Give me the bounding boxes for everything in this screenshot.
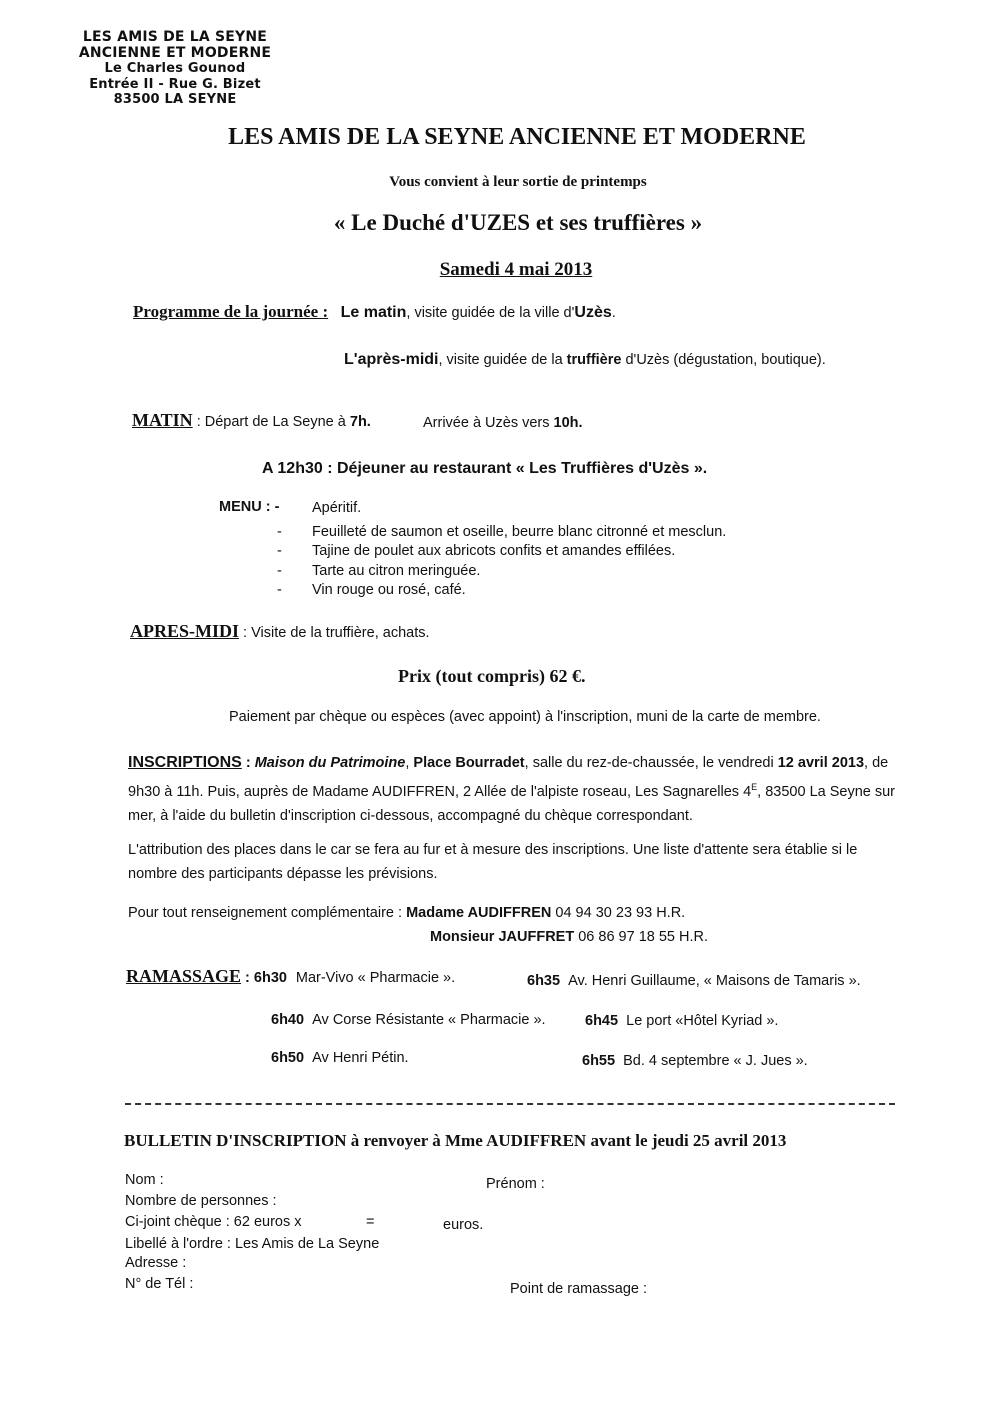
ramassage-time: 6h30 — [253, 970, 287, 986]
inscriptions-place-italic: Maison du Patrimoine — [254, 755, 406, 771]
programme-morning-town: Uzès — [574, 304, 612, 321]
lunch-line: A 12h30 : Déjeuner au restaurant « Les Truffières d'Uzès ». — [262, 460, 708, 477]
bulletin-title-b: à renvoyer à — [346, 1131, 446, 1150]
cut-line-divider — [125, 1103, 895, 1105]
programme-afternoon-line — [344, 351, 826, 369]
payment-text: Paiement par chèque ou espèces (avec appoint) à l'inscription, muni de la carte de membre. — [229, 709, 821, 725]
org-header-line: LES AMIS DE LA SEYNE — [82, 29, 268, 45]
apres-midi-line — [130, 621, 430, 642]
matin-arrival-time: 10h. — [553, 415, 583, 431]
inscriptions-sup: E — [751, 782, 758, 792]
inscriptions-place-bold: Place Bourradet — [413, 755, 525, 771]
subtitle: Vous convient à leur sortie de printemps — [389, 174, 647, 190]
inscriptions-label: INSCRIPTIONS — [128, 754, 242, 771]
inscriptions-text1: , — [405, 755, 414, 771]
inscriptions-sep: : — [241, 755, 255, 771]
menu-dash: - — [274, 499, 280, 515]
contact-phone2: 06 86 97 18 55 H.R. — [574, 929, 709, 945]
matin-arrival-text: Arrivée à Uzès vers — [423, 415, 554, 431]
contact-person2: Monsieur JAUFFRET — [430, 929, 575, 945]
inscriptions-paragraph — [128, 751, 903, 828]
ramassage-line — [126, 966, 455, 987]
matin-line — [132, 410, 371, 431]
menu-item: Vin rouge ou rosé, café. — [312, 582, 466, 598]
contact-intro: Pour tout renseignement complémentaire : — [128, 905, 407, 921]
programme-afternoon-truffle: truffière — [566, 352, 622, 368]
ramassage-stop — [582, 1053, 808, 1069]
programme-label: Programme de la journée : — [133, 302, 329, 321]
attribution-paragraph: L'attribution des places dans le car se fera au fur et à mesure des inscriptions. Une liste d'attente sera établie si le nombre des participants dépasse les prévisions. — [128, 842, 858, 882]
page-title: LES AMIS DE LA SEYNE ANCIENNE ET MODERNE — [228, 124, 806, 150]
contact-phone1: 04 94 30 23 93 H.R. — [551, 905, 686, 921]
programme-afternoon-bold: L'après-midi — [344, 351, 439, 368]
bulletin-title-a: BULLETIN D'INSCRIPTION — [124, 1131, 347, 1150]
ramassage-time: 6h50 — [271, 1050, 305, 1066]
apres-midi-label: APRES-MIDI — [130, 621, 240, 641]
form-nombre-label: Nombre de personnes : — [125, 1193, 277, 1209]
inscriptions-text4: , 83500 La Seyne sur mer, à l'aide du bulletin d'inscription ci-dessous, accompagné du chèque correspondant. — [128, 783, 896, 824]
programme-morning-text: , visite guidée de la ville d' — [406, 305, 575, 321]
ramassage-place: Av Henri Pétin. — [312, 1050, 409, 1066]
bulletin-title-d: avant le jeudi 25 avril 2013 — [586, 1131, 787, 1150]
menu-item: Tarte au citron meringuée. — [312, 563, 481, 579]
contact-line1 — [128, 905, 685, 921]
ramassage-sep: : — [241, 970, 254, 986]
form-equals: = — [366, 1214, 375, 1230]
programme-line — [133, 302, 616, 322]
form-euros: euros. — [443, 1217, 484, 1233]
ramassage-stop — [585, 1013, 778, 1029]
contact-line2 — [430, 929, 708, 945]
event-name: « Le Duché d'UZES et ses truffières » — [333, 210, 703, 235]
inscriptions-text2: , salle du rez-de-chaussée, le vendredi — [524, 755, 778, 771]
ramassage-place: Mar-Vivo « Pharmacie ». — [295, 970, 456, 986]
ramassage-place: Av Corse Résistante « Pharmacie ». — [312, 1012, 546, 1028]
menu-label-text: MENU : — [219, 499, 271, 515]
matin-sep: : — [192, 414, 205, 430]
org-header — [60, 30, 290, 108]
matin-depart-text: Départ de La Seyne à — [204, 414, 350, 430]
form-point-label: Point de ramassage : — [510, 1281, 648, 1297]
programme-afternoon-text: , visite guidée de la — [438, 352, 567, 368]
form-nom-label: Nom : — [125, 1172, 164, 1188]
programme-morning-bold: Le matin — [340, 304, 407, 321]
menu-dash: - — [277, 563, 282, 579]
ramassage-stop — [527, 973, 861, 989]
ramassage-stop — [271, 1012, 546, 1028]
menu-item: Feuilleté de saumon et oseille, beurre blanc citronné et mesclun. — [312, 524, 727, 540]
matin-label: MATIN — [132, 410, 193, 430]
event-date: Samedi 4 mai 2013 — [439, 259, 593, 280]
menu-dash: - — [277, 543, 282, 559]
apres-midi-text: : Visite de la truffière, achats. — [239, 625, 430, 641]
form-adresse-label: Adresse : — [125, 1255, 187, 1271]
ramassage-time: 6h40 — [271, 1012, 305, 1028]
programme-morning-end: . — [611, 305, 616, 321]
form-cheque-label: Ci-joint chèque : 62 euros x — [125, 1214, 302, 1230]
bulletin-title-c: Mme AUDIFFREN — [445, 1131, 587, 1150]
programme-afternoon-end: d'Uzès (dégustation, boutique). — [621, 352, 826, 368]
ramassage-time: 6h55 — [582, 1053, 616, 1069]
form-tel-label: N° de Tél : — [125, 1276, 194, 1292]
inscriptions-text3: , de 9h30 à 11h. Puis, auprès de Madame AUDIFFREN, 2 Allée de l'alpiste roseau, Les Sagnarelles 4 — [128, 755, 889, 800]
form-libelle: Libellé à l'ordre : Les Amis de La Seyne — [125, 1236, 380, 1252]
form-prenom-label: Prénom : — [486, 1176, 545, 1192]
ramassage-time: 6h45 — [585, 1013, 619, 1029]
menu-dash: - — [277, 524, 282, 540]
org-header-line: ANCIENNE ET MODERNE — [78, 44, 272, 61]
menu-dash: - — [277, 582, 282, 598]
price: Prix (tout compris) 62 €. — [398, 666, 586, 686]
ramassage-label: RAMASSAGE — [126, 966, 242, 986]
menu-item: Apéritif. — [312, 500, 362, 516]
inscriptions-date: 12 avril 2013 — [777, 755, 865, 771]
ramassage-place: Av. Henri Guillaume, « Maisons de Tamaris ». — [568, 973, 861, 989]
org-header-line: Entrée II - Rue G. Bizet — [89, 76, 261, 92]
ramassage-place: Bd. 4 septembre « J. Jues ». — [623, 1053, 808, 1069]
matin-depart-time: 7h. — [349, 414, 371, 430]
menu-label — [219, 499, 279, 515]
bulletin-title — [124, 1131, 786, 1151]
contact-person1: Madame AUDIFFREN — [406, 905, 552, 921]
menu-item: Tajine de poulet aux abricots confits et amandes effilées. — [312, 543, 676, 559]
matin-arrival — [423, 414, 583, 432]
org-header-line: 83500 LA SEYNE — [113, 92, 237, 107]
ramassage-time: 6h35 — [527, 973, 561, 989]
org-header-line: Le Charles Gounod — [104, 61, 246, 76]
ramassage-place: Le port «Hôtel Kyriad ». — [626, 1013, 779, 1029]
ramassage-stop — [271, 1050, 409, 1066]
